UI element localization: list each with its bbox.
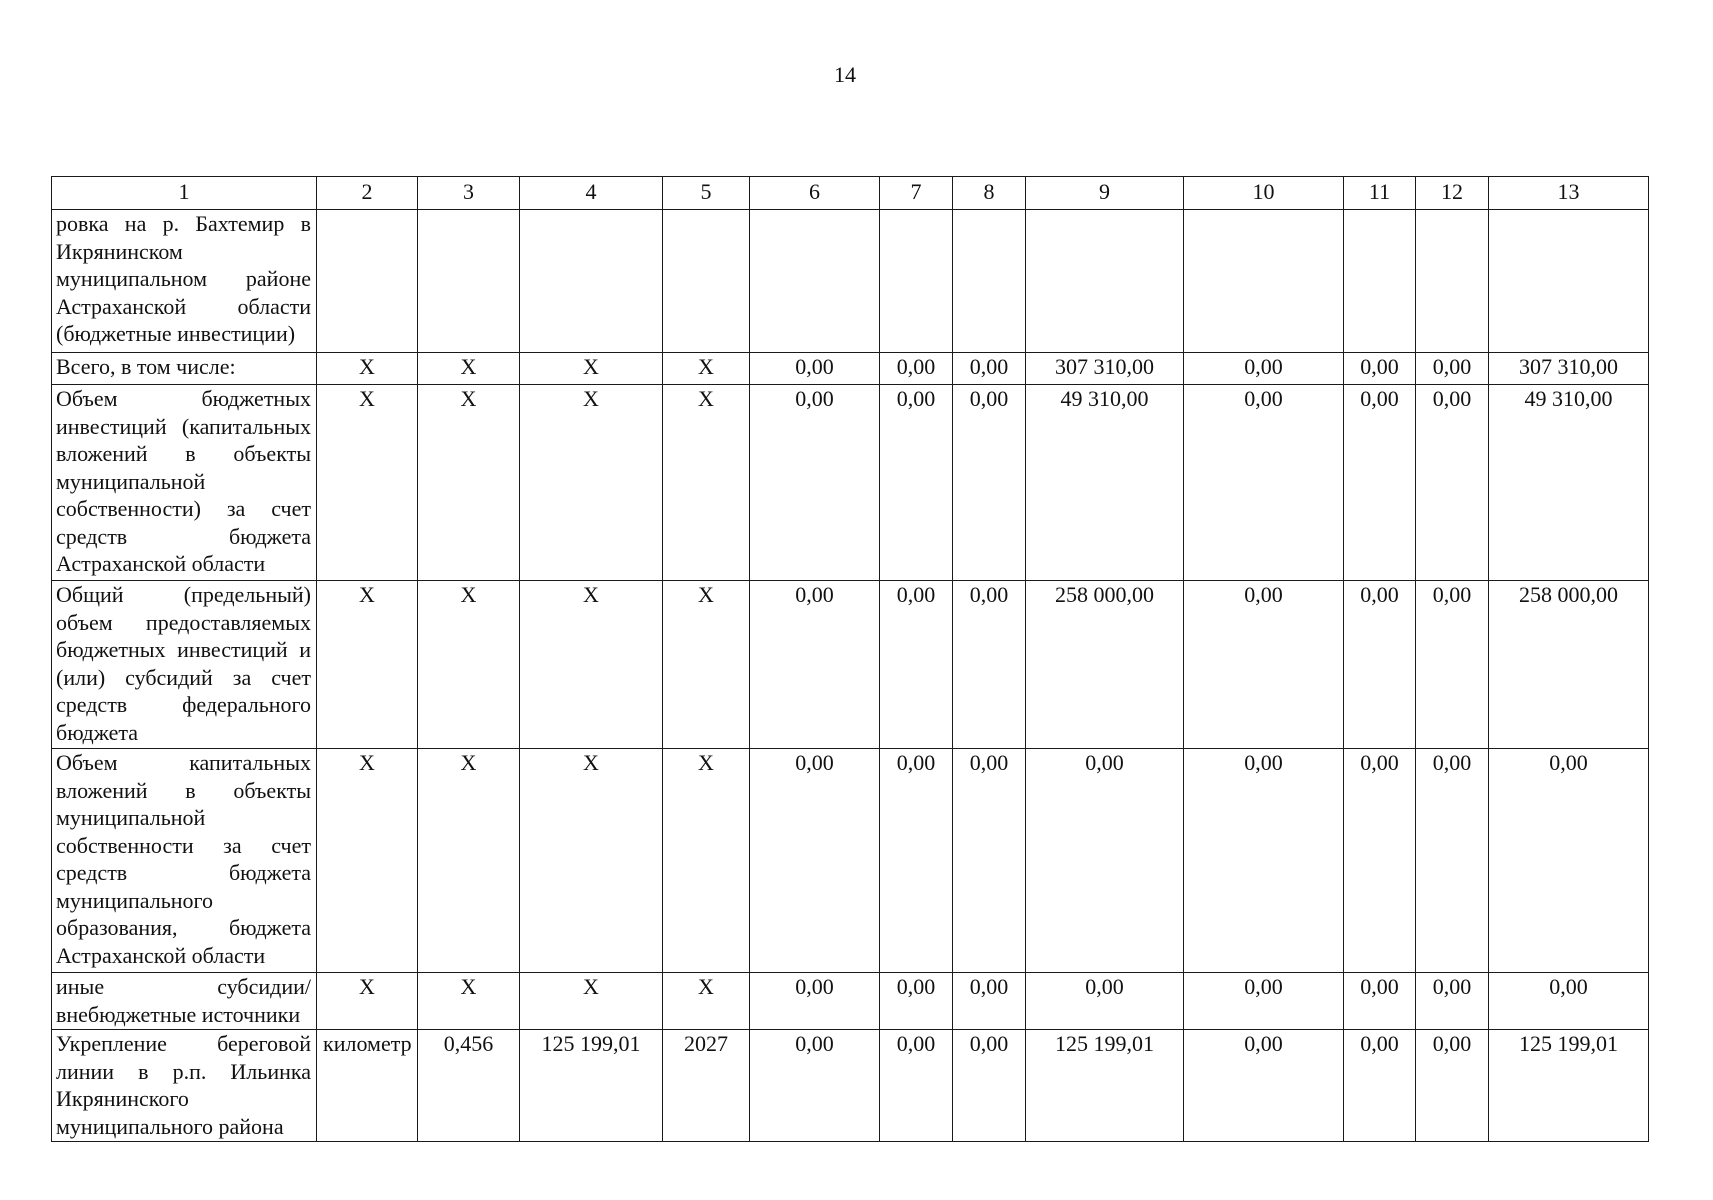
column-header: 10 <box>1184 177 1344 210</box>
table-cell: 0,00 <box>953 581 1026 749</box>
table-cell: Х <box>520 973 663 1030</box>
table-cell: 0,00 <box>1489 749 1649 973</box>
table-row <box>52 1030 1649 1142</box>
table-cell: 0,00 <box>1184 581 1344 749</box>
table-cell: 0,00 <box>1184 385 1344 581</box>
table-cell: 125 199,01 <box>1026 1030 1184 1142</box>
table-cell: 0,00 <box>750 353 880 385</box>
table-cell <box>1184 210 1344 353</box>
table-cell: 307 310,00 <box>1026 353 1184 385</box>
table-cell: Х <box>317 581 418 749</box>
table-cell: 0,00 <box>1344 581 1416 749</box>
table-cell: 0,00 <box>880 353 953 385</box>
table-cell: 258 000,00 <box>1026 581 1184 749</box>
table-cell <box>317 210 418 353</box>
table-cell: 0,00 <box>953 385 1026 581</box>
table-cell: 0,00 <box>1184 1030 1344 1142</box>
table-cell: Х <box>418 581 520 749</box>
column-number-row <box>52 177 1649 210</box>
column-header: 1 <box>52 177 317 210</box>
table-cell <box>880 210 953 353</box>
table-row <box>52 385 1649 581</box>
column-header: 8 <box>953 177 1026 210</box>
column-header: 11 <box>1344 177 1416 210</box>
table-cell: 0,00 <box>1344 973 1416 1030</box>
table-cell: 258 000,00 <box>1489 581 1649 749</box>
table-cell <box>750 210 880 353</box>
table-cell: 0,00 <box>953 1030 1026 1142</box>
column-header: 13 <box>1489 177 1649 210</box>
table-cell: 49 310,00 <box>1026 385 1184 581</box>
table-cell: 0,00 <box>1416 385 1489 581</box>
table-cell: 0,00 <box>1344 1030 1416 1142</box>
table-cell: Х <box>520 385 663 581</box>
table-cell: 0,00 <box>750 973 880 1030</box>
row-description: Объем капитальных вложений в объекты муниципальной собственности за счет средств бюджета муниципального образования, бюджета Астраханской области <box>52 749 317 973</box>
table-cell: 0,00 <box>880 973 953 1030</box>
table-cell <box>953 210 1026 353</box>
table-cell: Х <box>663 749 750 973</box>
column-header: 5 <box>663 177 750 210</box>
table-cell: 0,00 <box>1344 353 1416 385</box>
table-cell <box>520 210 663 353</box>
row-description: Объем бюджетных инвестиций (капитальных вложений в объекты муниципальной собственности) за счет средств бюджета Астраханской области <box>52 385 317 581</box>
column-header: 12 <box>1416 177 1489 210</box>
table-cell: Х <box>418 973 520 1030</box>
column-header: 2 <box>317 177 418 210</box>
table-cell: 0,00 <box>1184 973 1344 1030</box>
table-cell: 307 310,00 <box>1489 353 1649 385</box>
table-cell: 0,00 <box>1489 973 1649 1030</box>
table-cell: 0,00 <box>1344 385 1416 581</box>
table-cell <box>1416 210 1489 353</box>
table-cell <box>663 210 750 353</box>
table-cell: 0,00 <box>1026 749 1184 973</box>
table-cell: 0,456 <box>418 1030 520 1142</box>
table-row <box>52 210 1649 353</box>
table-cell: 0,00 <box>1184 749 1344 973</box>
table-cell: Х <box>317 353 418 385</box>
row-description: ровка на р. Бахтемир в Икрянинском муниципальном районе Астраханской области (бюджетные инвестиции) <box>52 210 317 353</box>
table-cell: 49 310,00 <box>1489 385 1649 581</box>
table-cell: 2027 <box>663 1030 750 1142</box>
column-header: 9 <box>1026 177 1184 210</box>
page-number: 14 <box>834 62 856 87</box>
row-description: Укрепление береговой линии в р.п. Ильинка Икрянинского муниципального района <box>52 1030 317 1142</box>
column-header: 3 <box>418 177 520 210</box>
table-row <box>52 353 1649 385</box>
table-cell: Х <box>418 749 520 973</box>
table-cell: 0,00 <box>1416 749 1489 973</box>
table-cell: Х <box>520 353 663 385</box>
table-cell <box>1344 210 1416 353</box>
table-cell: Х <box>317 973 418 1030</box>
table-cell: 0,00 <box>1416 353 1489 385</box>
table-cell: Х <box>317 385 418 581</box>
table-cell: 0,00 <box>1416 973 1489 1030</box>
table-cell: 0,00 <box>1416 581 1489 749</box>
table-cell: Х <box>520 749 663 973</box>
budget-table <box>51 176 1649 1142</box>
table-cell: 0,00 <box>1344 749 1416 973</box>
table-cell: 0,00 <box>880 385 953 581</box>
table-cell <box>1489 210 1649 353</box>
table-cell: 0,00 <box>880 1030 953 1142</box>
table-cell: 0,00 <box>750 1030 880 1142</box>
column-header: 7 <box>880 177 953 210</box>
row-description: Общий (предельный) объем предоставляемых бюджетных инвестиций и (или) субсидий за счет средств федерального бюджета <box>52 581 317 749</box>
table-cell: 125 199,01 <box>520 1030 663 1142</box>
table-cell: Х <box>520 581 663 749</box>
table-cell: 0,00 <box>750 749 880 973</box>
table-cell: Х <box>663 385 750 581</box>
table-cell: Х <box>663 353 750 385</box>
column-header: 6 <box>750 177 880 210</box>
table-cell: Х <box>418 385 520 581</box>
table-cell: 0,00 <box>1026 973 1184 1030</box>
table-cell: 0,00 <box>750 385 880 581</box>
table-cell: 0,00 <box>880 581 953 749</box>
table-row <box>52 749 1649 973</box>
table-cell: Х <box>663 581 750 749</box>
row-description: Всего, в том числе: <box>52 353 317 385</box>
row-description: иные субсидии/ внебюджетные источники <box>52 973 317 1030</box>
table-cell: 125 199,01 <box>1489 1030 1649 1142</box>
table-cell <box>1026 210 1184 353</box>
table-cell: 0,00 <box>1184 353 1344 385</box>
table-cell: километр <box>317 1030 418 1142</box>
table-cell: 0,00 <box>750 581 880 749</box>
table-cell: 0,00 <box>880 749 953 973</box>
table-cell: 0,00 <box>953 749 1026 973</box>
table-row <box>52 581 1649 749</box>
table-cell: Х <box>418 353 520 385</box>
table-cell: Х <box>663 973 750 1030</box>
table-cell: 0,00 <box>953 353 1026 385</box>
table-cell: 0,00 <box>953 973 1026 1030</box>
column-header: 4 <box>520 177 663 210</box>
table-cell: Х <box>317 749 418 973</box>
table-cell <box>418 210 520 353</box>
table-cell: 0,00 <box>1416 1030 1489 1142</box>
table-row <box>52 973 1649 1030</box>
